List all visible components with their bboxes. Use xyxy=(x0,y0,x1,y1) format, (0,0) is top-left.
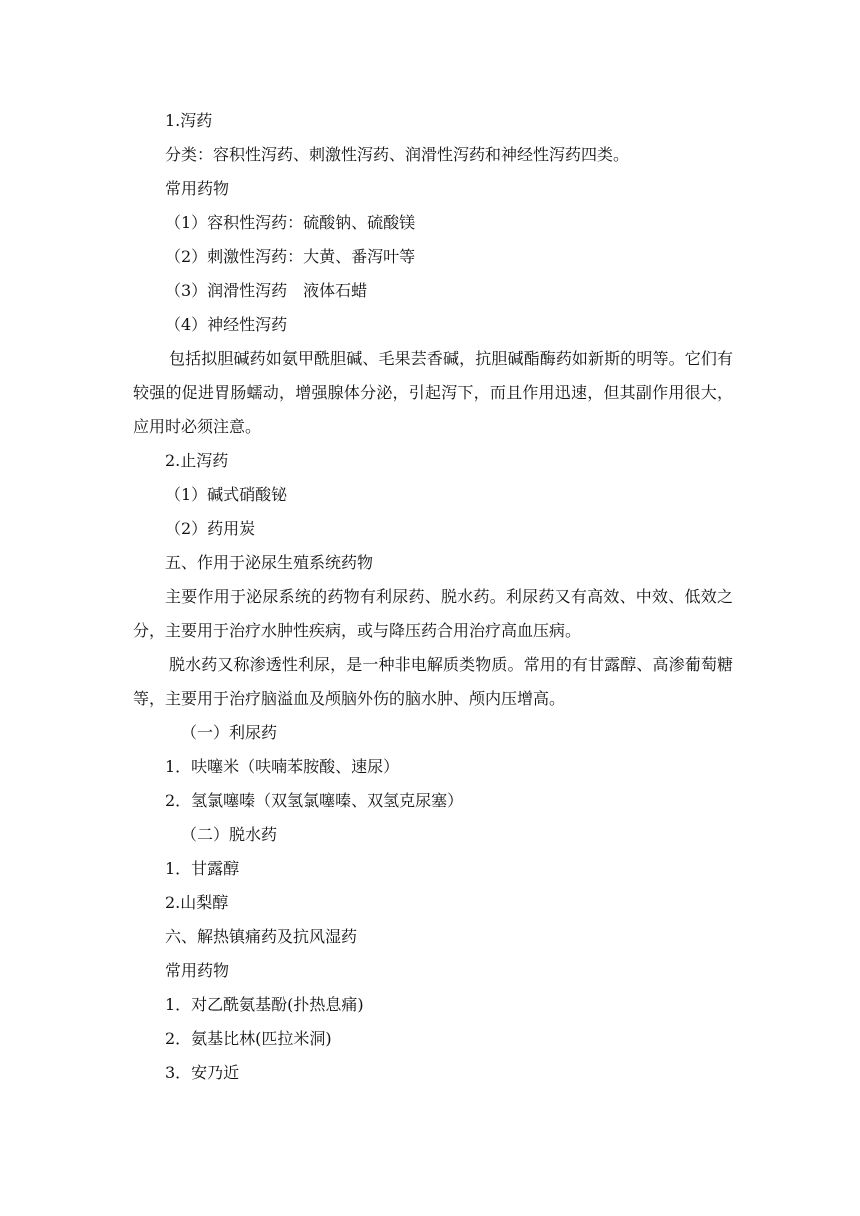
text-line: 2.止泻药 xyxy=(165,451,229,470)
text-line: 常用药物 xyxy=(165,179,230,198)
antidiarrheal-section xyxy=(133,444,733,580)
paragraph-dehydrating-drugs: 脱水药又称渗透性利尿，是一种非电解质类物质。常用的有甘露醇、高渗葡萄糖等，主要用于治疗脑溢血及颅脑外伤的脑水肿、颅内压增高。 xyxy=(133,655,733,708)
text-line: 2.山梨醇 xyxy=(165,893,229,912)
text-line: 1．甘露醇 xyxy=(165,859,240,878)
text-line: 六、解热镇痛药及抗风湿药 xyxy=(165,927,358,946)
text-line: （1）碱式硝酸铋 xyxy=(165,485,288,504)
text-line: （一）利尿药 xyxy=(181,723,278,742)
paragraph-urinary-drugs: 主要作用于泌尿系统的药物有利尿药、脱水药。利尿药又有高效、中效、低效之分，主要用于治疗水肿性疾病，或与降压药合用治疗高血压病。 xyxy=(133,587,733,640)
text-line: 2．氨基比林(匹拉米洞) xyxy=(165,1029,332,1048)
text-line: 分类：容积性泻药、刺激性泻药、润滑性泻药和神经性泻药四类。 xyxy=(165,145,630,164)
text-line: 3．安乃近 xyxy=(165,1063,240,1082)
text-line: （二）脱水药 xyxy=(181,825,278,844)
text-line: 1.泻药 xyxy=(165,111,213,130)
text-line: 2．氢氯噻嗪（双氢氯噻嗪、双氢克尿塞） xyxy=(165,791,464,810)
text-line: 1．对乙酰氨基酚(扑热息痛) xyxy=(165,995,364,1014)
document-body xyxy=(133,104,733,1090)
text-line: （2）药用炭 xyxy=(165,519,256,538)
diuretic-analgesic-section xyxy=(133,716,733,1090)
paragraph-cholinergic-laxatives: 包括拟胆碱药如氨甲酰胆碱、毛果芸香碱，抗胆碱酯酶药如新斯的明等。它们有较强的促进胃肠蠕动，增强腺体分泌，引起泻下，而且作用迅速，但其副作用很大，应用时必须注意。 xyxy=(133,349,733,436)
text-line: 常用药物 xyxy=(165,961,230,980)
text-line: 1．呋噻米（呋喃苯胺酸、速尿） xyxy=(165,757,400,776)
laxative-section xyxy=(133,104,733,342)
text-line: （3）润滑性泻药 液体石蜡 xyxy=(165,281,368,300)
text-line: （1）容积性泻药：硫酸钠、硫酸镁 xyxy=(165,213,416,232)
text-line: 五、作用于泌尿生殖系统药物 xyxy=(165,553,374,572)
text-line: （2）刺激性泻药：大黄、番泻叶等 xyxy=(165,247,416,266)
text-line: （4）神经性泻药 xyxy=(165,315,288,334)
